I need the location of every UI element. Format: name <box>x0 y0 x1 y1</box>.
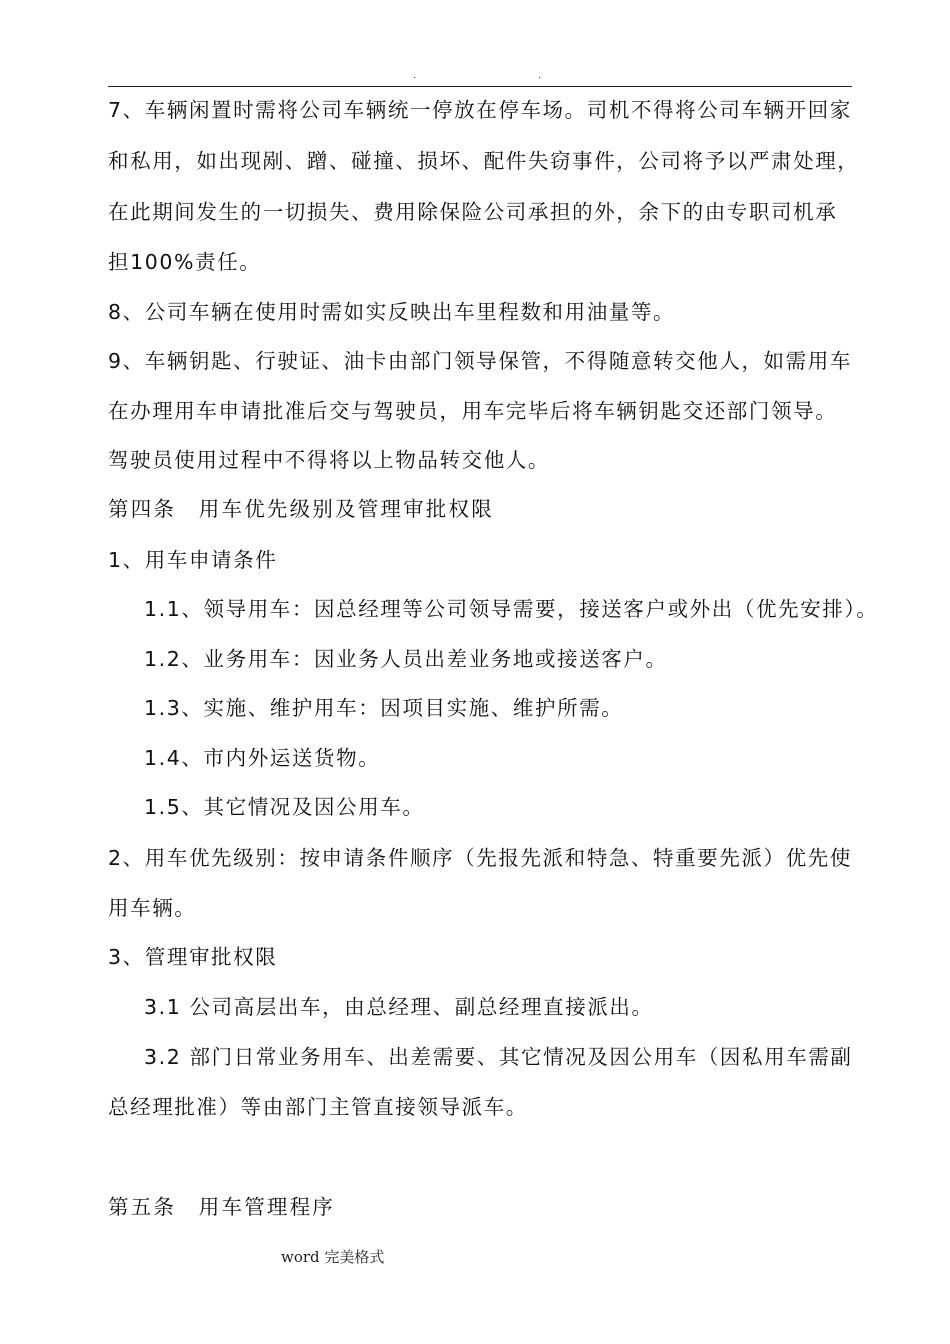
paragraph-7-line-2: 和私用，如出现剐、蹭、碰撞、损坏、配件失窃事件，公司将予以严肃处理， <box>108 149 860 173</box>
item-3-2-line-1: 3.2 部门日常业务用车、出差需要、其它情况及因公用车（因私用车需副 <box>144 1045 853 1069</box>
page-footer: word 完美格式 <box>281 1248 385 1266</box>
paragraph-7-line-3: 在此期间发生的一切损失、费用除保险公司承担的外，余下的由专职司机承 <box>108 200 838 224</box>
item-1-3: 1.3、实施、维护用车：因项目实施、维护所需。 <box>144 696 624 720</box>
section-2-line-1: 2、用车优先级别：按申请条件顺序（先报先派和特急、特重要先派）优先使 <box>108 846 852 870</box>
item-1-1: 1.1、领导用车：因总经理等公司领导需要，接送客户或外出（优先安排）。 <box>144 597 879 621</box>
item-3-2-line-2: 总经理批准）等由部门主管直接领导派车。 <box>108 1095 528 1119</box>
paragraph-9-line-1: 9、车辆钥匙、行驶证、油卡由部门领导保管，不得随意转交他人，如需用车 <box>108 349 852 373</box>
paragraph-7-line-4: 担100%责任。 <box>108 250 262 274</box>
article-4-heading: 第四条 用车优先级别及管理审批权限 <box>108 497 494 521</box>
paragraph-7-line-1: 7、车辆闲置时需将公司车辆统一停放在停车场。司机不得将公司车辆开回家 <box>108 98 852 122</box>
header-mark-right: . <box>538 70 542 81</box>
item-3-1: 3.1 公司高层出车，由总经理、副总经理直接派出。 <box>144 995 654 1019</box>
section-2-line-2: 用车辆。 <box>108 896 197 920</box>
section-1-heading: 1、用车申请条件 <box>108 548 278 572</box>
paragraph-9-line-3: 驾驶员使用过程中不得将以上物品转交他人。 <box>108 448 550 472</box>
paragraph-8: 8、公司车辆在使用时需如实反映出车里程数和用油量等。 <box>108 300 676 324</box>
paragraph-9-line-2: 在办理用车申请批准后交与驾驶员，用车完毕后将车辆钥匙交还部门领导。 <box>108 399 838 423</box>
item-1-4: 1.4、市内外运送货物。 <box>144 746 381 770</box>
section-3-heading: 3、管理审批权限 <box>108 945 278 969</box>
header-mark-left: . <box>413 70 417 81</box>
header-rule <box>108 86 852 87</box>
item-1-5: 1.5、其它情况及因公用车。 <box>144 795 425 819</box>
article-5-heading: 第五条 用车管理程序 <box>108 1195 335 1219</box>
item-1-2: 1.2、业务用车：因业务人员出差业务地或接送客户。 <box>144 647 668 671</box>
